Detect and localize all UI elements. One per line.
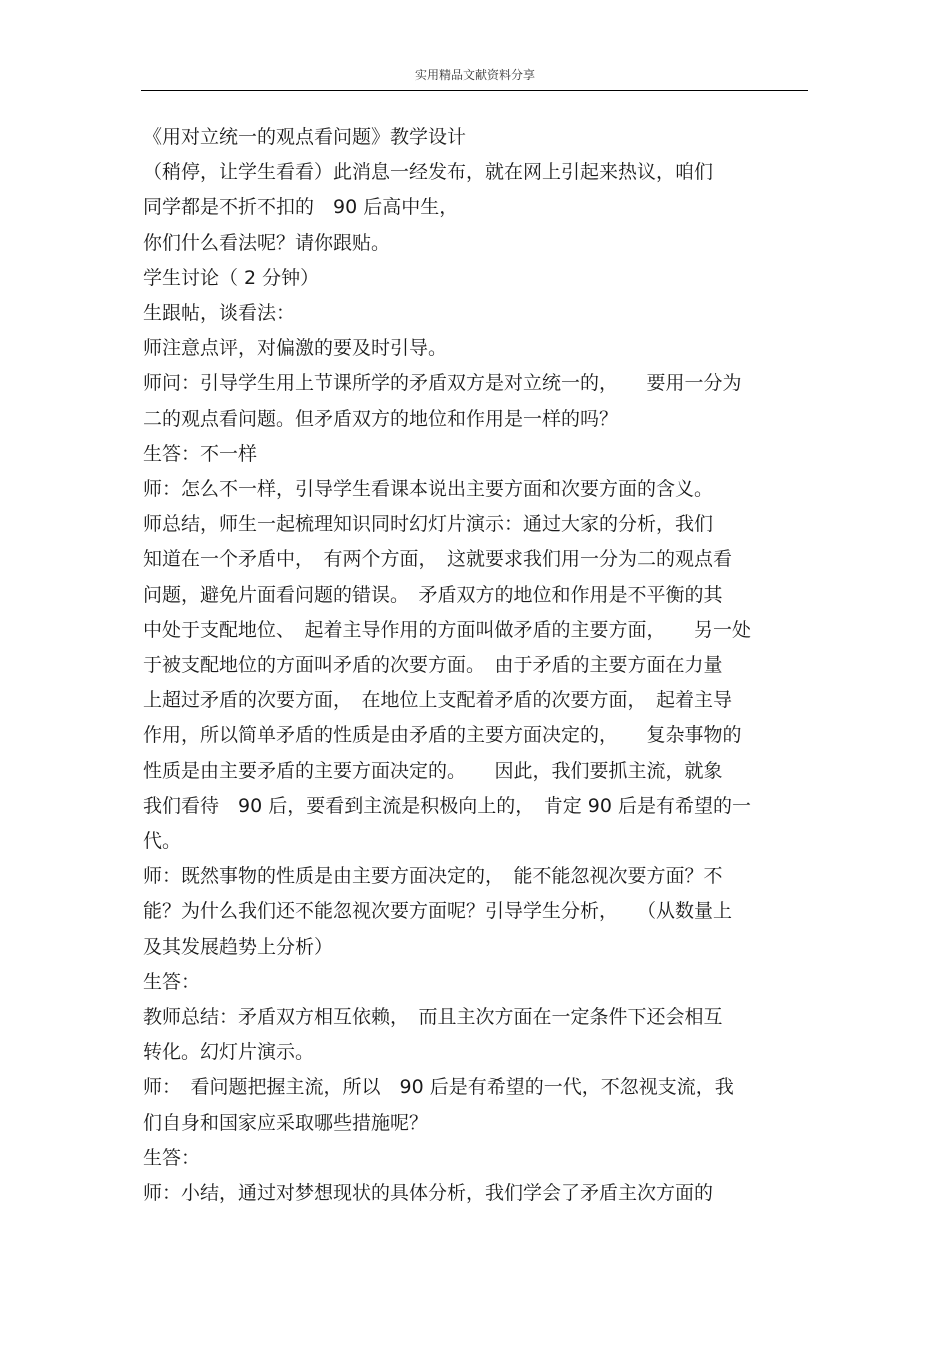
text-line: 上超过矛盾的次要方面， 在地位上支配着矛盾的次要方面， 起着主导 bbox=[143, 689, 733, 712]
text-line: 生跟帖，谈看法： bbox=[143, 302, 296, 325]
text-line: 转化。幻灯片演示。 bbox=[143, 1041, 315, 1064]
text-line: 二的观点看问题。但矛盾双方的地位和作用是一样的吗？ bbox=[143, 407, 619, 430]
text-line: 能？为什么我们还不能忽视次要方面呢？引导学生分析， （从数量上 bbox=[143, 900, 733, 923]
text-line: （稍停，让学生看看）此消息一经发布，就在网上引起来热议，咱们 bbox=[143, 161, 714, 184]
header-divider bbox=[141, 90, 808, 91]
document-body bbox=[143, 120, 813, 1211]
text-line: 代。 bbox=[143, 830, 182, 853]
text-line: 师：怎么不一样，引导学生看课本说出主要方面和次要方面的含义。 bbox=[143, 478, 714, 501]
text-line: 师： 看问题把握主流，所以 90 后是有希望的一代，不忽视支流，我 bbox=[143, 1076, 734, 1099]
text-line: 学生讨论（ 2 分钟） bbox=[143, 266, 320, 289]
text-line: 中处于支配地位、 起着主导作用的方面叫做矛盾的主要方面， 另一处 bbox=[143, 618, 752, 641]
text-line: 师问：引导学生用上节课所学的矛盾双方是对立统一的， 要用一分为 bbox=[143, 372, 742, 395]
text-line: 教师总结：矛盾双方相互依赖， 而且主次方面在一定条件下还会相互 bbox=[143, 1006, 723, 1029]
text-line: 同学都是不折不扣的 90 后高中生， bbox=[143, 196, 459, 219]
text-line: 你们什么看法呢？请你跟贴。 bbox=[143, 231, 391, 254]
text-line: 生答： bbox=[143, 970, 201, 993]
text-line: 师总结，师生一起梳理知识同时幻灯片演示：通过大家的分析，我们 bbox=[143, 513, 714, 536]
document-title: 《用对立统一的观点看问题》教学设计 bbox=[143, 126, 467, 148]
text-line: 及其发展趋势上分析） bbox=[143, 935, 334, 958]
text-line: 师：既然事物的性质是由主要方面决定的， 能不能忽视次要方面？不 bbox=[143, 865, 723, 888]
text-line: 们自身和国家应采取哪些措施呢？ bbox=[143, 1111, 429, 1134]
text-line: 我们看待 90 后，要看到主流是积极向上的， 肯定 90 后是有希望的一 bbox=[143, 794, 751, 817]
text-line: 师注意点评，对偏激的要及时引导。 bbox=[143, 337, 448, 360]
text-line: 生答： bbox=[143, 1146, 201, 1169]
text-line: 作用，所以简单矛盾的性质是由矛盾的主要方面决定的， 复杂事物的 bbox=[143, 724, 742, 747]
text-line: 于被支配地位的方面叫矛盾的次要方面。 由于矛盾的主要方面在力量 bbox=[143, 654, 723, 677]
page-header: 实用精品文献资料分享 bbox=[414, 68, 535, 82]
text-line: 性质是由主要矛盾的主要方面决定的。 因此，我们要抓主流，就象 bbox=[143, 759, 723, 782]
text-line: 知道在一个矛盾中， 有两个方面， 这就要求我们用一分为二的观点看 bbox=[143, 548, 733, 571]
text-line: 问题，避免片面看问题的错误。 矛盾双方的地位和作用是不平衡的其 bbox=[143, 583, 723, 606]
text-line: 生答：不一样 bbox=[143, 442, 258, 465]
text-line: 师：小结，通过对梦想现状的具体分析，我们学会了矛盾主次方面的 bbox=[143, 1182, 714, 1205]
